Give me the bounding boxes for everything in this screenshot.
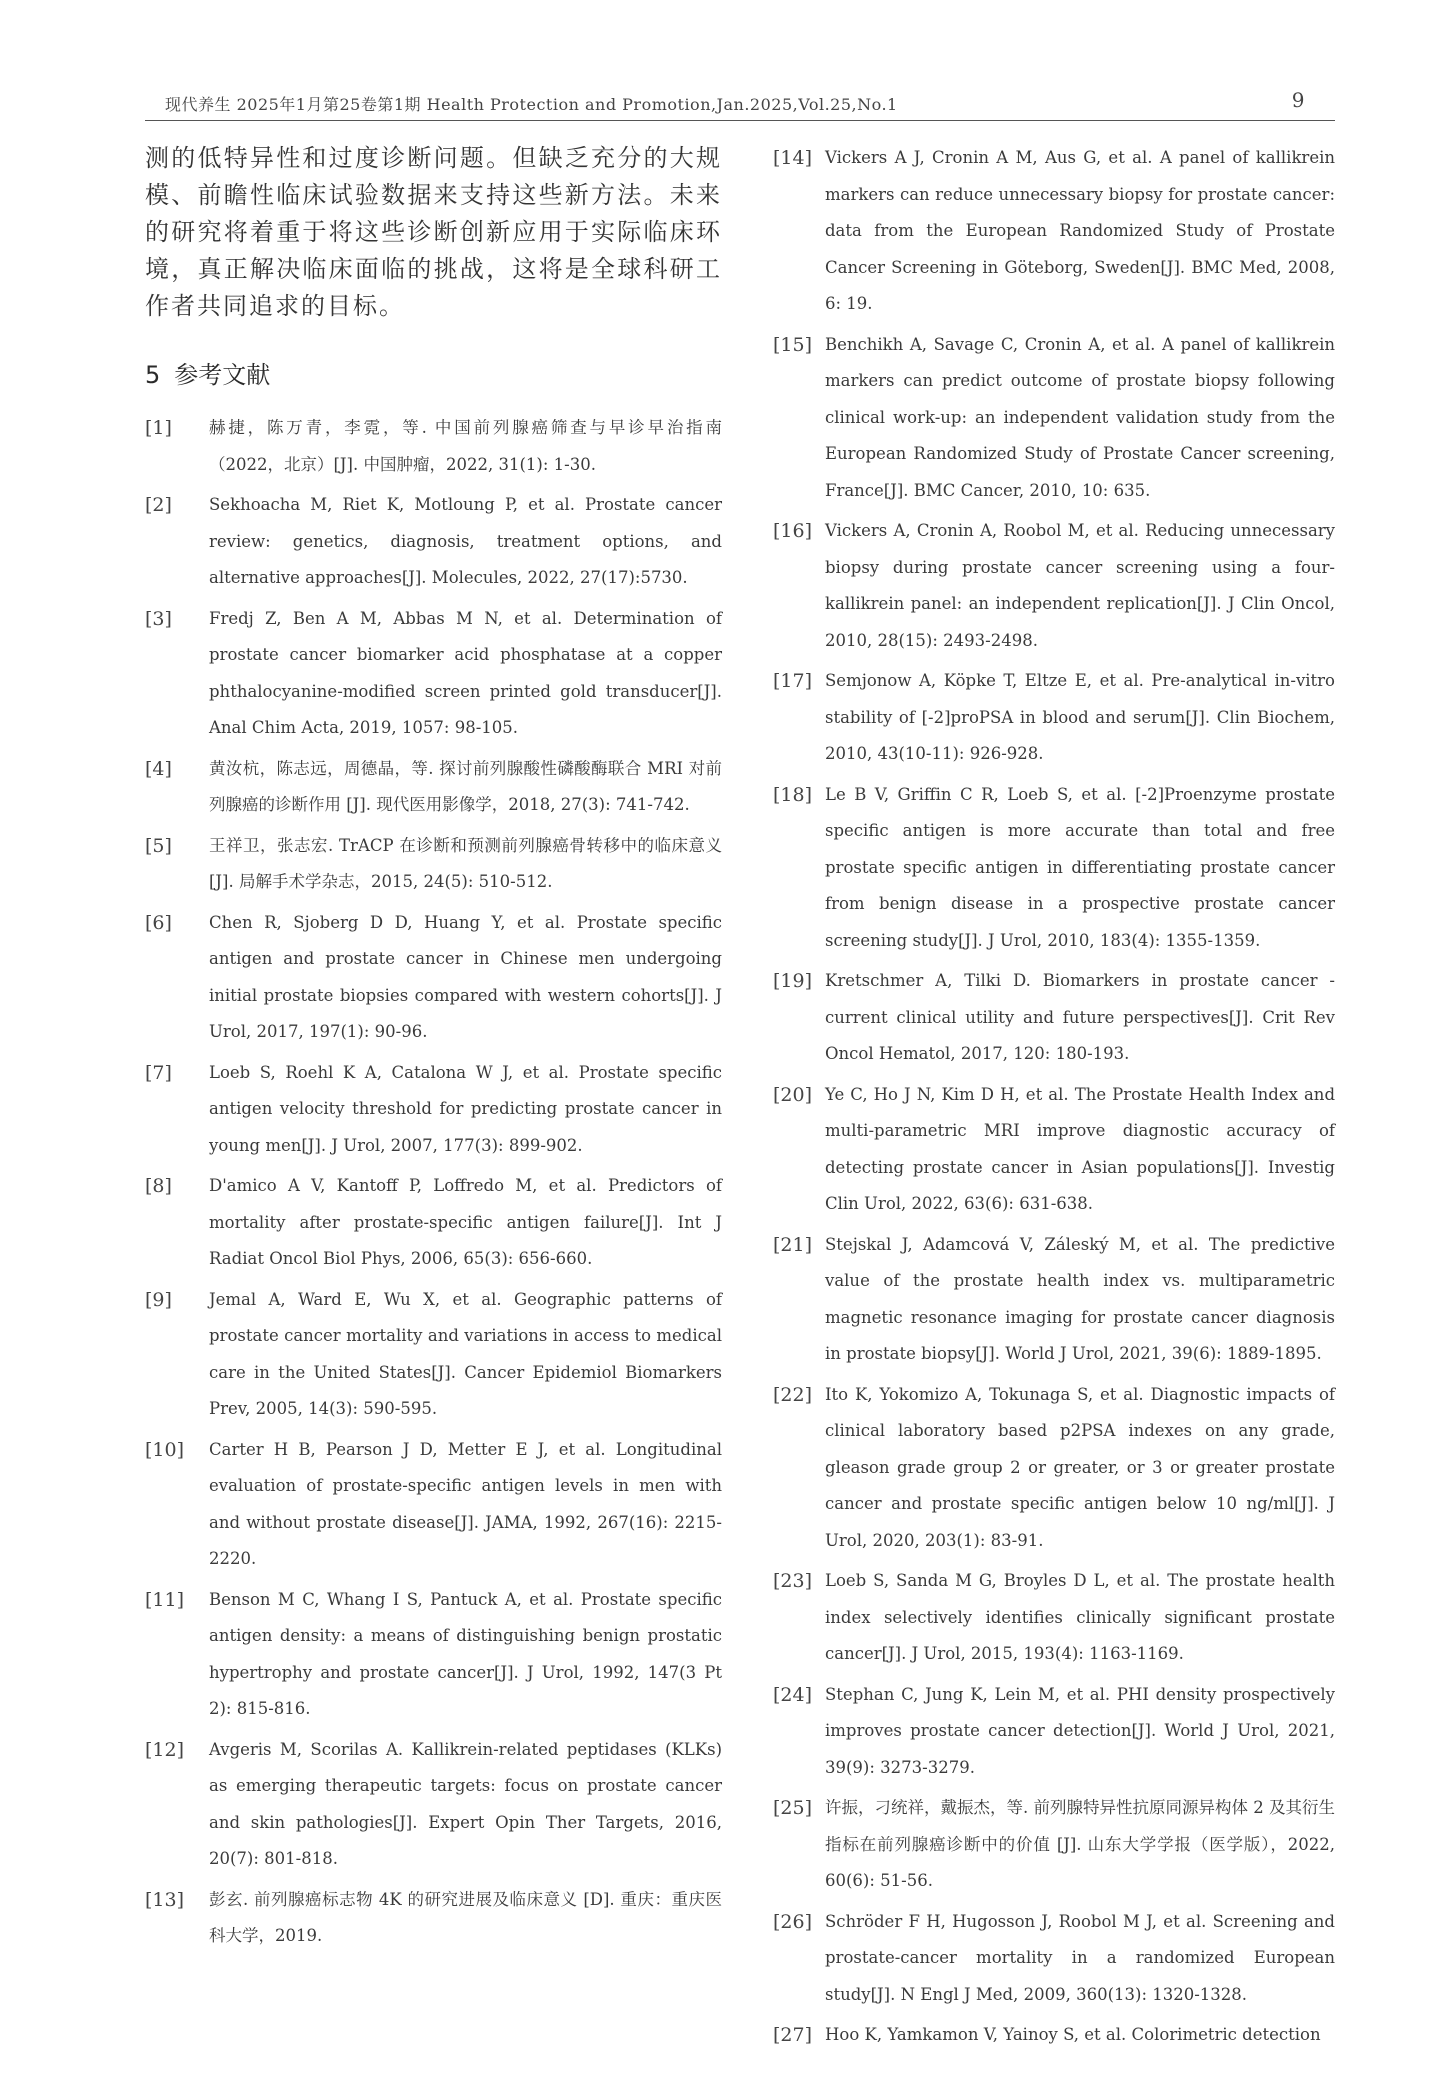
left-column [145, 140, 722, 1959]
reference-item [773, 1677, 1335, 1787]
reference-text: 许振，刁统祥，戴振杰，等. 前列腺特异性抗原同源异构体 2 及其衍生指标在前列腺癌诊断中的价值 [J]. 山东大学学报（医学版），2022, 60(6): 51-56. [825, 1798, 1335, 1890]
reference-item [145, 751, 722, 824]
reference-text: Avgeris M, Scorilas A. Kallikrein-related peptidases (KLKs) as emerging therapeutic targets: focus on prostate cancer and skin pathologies[J]. Expert Opin Ther Targets, 2016, 20(7): 801-818. [209, 1739, 722, 1868]
reference-number: [19] [773, 970, 813, 992]
intro-section [145, 140, 722, 325]
right-column [773, 140, 1335, 2058]
reference-item [773, 1227, 1335, 1373]
reference-item [773, 327, 1335, 510]
reference-item [773, 1904, 1335, 2014]
reference-item [773, 1563, 1335, 1673]
reference-item [773, 777, 1335, 960]
reference-number: [5] [145, 834, 172, 857]
journal-info: 现代养生 2025年1月第25卷第1期 Health Protection and Promotion,Jan.2025,Vol.25,No.1 [165, 95, 898, 114]
reference-text: Schröder F H, Hugosson J, Roobol M J, et al. Screening and prostate-cancer mortality in a randomized European study[J]. N Engl J Med, 2009, 360(13): 1320-1328. [825, 1911, 1335, 2004]
reference-number: [13] [145, 1888, 185, 1911]
running-header [145, 86, 1335, 121]
reference-number: [24] [773, 1683, 813, 1706]
reference-text: Fredj Z, Ben A M, Abbas M N, et al. Determination of prostate cancer biomarker acid phosphatase at a copper phthalocyanine-modified screen printed gold transducer[J]. Anal Chim Acta, 2019, 1057: 98-105. [209, 608, 722, 737]
reference-text: Jemal A, Ward E, Wu X, et al. Geographic patterns of prostate cancer mortality and variations in access to medical care in the United States[J]. Cancer Epidemiol Biomarkers Prev, 2005, 14(3): 590-595. [209, 1289, 722, 1418]
reference-item [773, 1790, 1335, 1900]
reference-number: [8] [145, 1175, 172, 1197]
reference-item [773, 663, 1335, 773]
reference-number: [3] [145, 607, 172, 630]
section-number: 5 [145, 361, 161, 389]
reference-item [145, 828, 722, 901]
reference-text: D'amico A V, Kantoff P, Loffredo M, et al. Predictors of mortality after prostate-specific antigen failure[J]. Int J Radiat Oncol Biol Phys, 2006, 65(3): 656-660. [209, 1176, 722, 1268]
reference-text: Stejskal J, Adamcová V, Záleský M, et al. The predictive value of the prostate health index vs. multiparametric magnetic resonance imaging for prostate cancer diagnosis in prostate biopsy[J]. World J Urol, 2021, 39(6): 1889-1895. [825, 1234, 1335, 1363]
reference-number: [6] [145, 911, 172, 934]
reference-text: 彭玄. 前列腺癌标志物 4K 的研究进展及临床意义 [D]. 重庆：重庆医科大学，2019. [209, 1889, 722, 1945]
reference-list-right [773, 140, 1335, 2054]
reference-number: [15] [773, 333, 813, 356]
reference-list-left [145, 410, 722, 1955]
reference-number: [9] [145, 1288, 172, 1311]
reference-text: Vickers A J, Cronin A M, Aus G, et al. A panel of kallikrein markers can reduce unnecessary biopsy for prostate cancer: data from the European Randomized Study of Prostate Cancer Screening in Göteborg, Sweden[J]. BMC Med, 2008, 6: 19. [825, 148, 1335, 313]
reference-item [145, 1882, 722, 1955]
reference-text: Hoo K, Yamkamon V, Yainoy S, et al. Colorimetric detection [825, 2025, 1321, 2044]
reference-text: Semjonow A, Köpke T, Eltze E, et al. Pre-analytical in-vitro stability of [-2]proPSA in blood and serum[J]. Clin Biochem, 2010, 43(10-11): 926-928. [825, 671, 1335, 763]
reference-text: Vickers A, Cronin A, Roobol M, et al. Reducing unnecessary biopsy during prostate cancer screening using a four-kallikrein panel: an independent replication[J]. J Clin Oncol, 2010, 28(15): 2493-2498. [825, 521, 1335, 650]
reference-text: Carter H B, Pearson J D, Metter E J, et al. Longitudinal evaluation of prostate-specific antigen levels in men with and without prostate disease[J]. JAMA, 1992, 267(16): 2215-2220. [209, 1439, 722, 1568]
reference-number: [25] [773, 1797, 813, 1819]
intro-paragraph: 测的低特异性和过度诊断问题。但缺乏充分的大规模、前瞻性临床试验数据来支持这些新方法。未来的研究将着重于将这些诊断创新应用于实际临床环境，真正解决临床面临的挑战，这将是全球科研工作者共同追求的目标。 [145, 144, 722, 320]
reference-text: Loeb S, Sanda M G, Broyles D L, et al. The prostate health index selectively identifies clinically significant prostate cancer[J]. J Urol, 2015, 193(4): 1163-1169. [825, 1571, 1335, 1663]
reference-item [145, 1582, 722, 1728]
reference-text: Ye C, Ho J N, Kim D H, et al. The Prostate Health Index and multi-parametric MRI improve diagnostic accuracy of detecting prostate cancer in Asian populations[J]. Investig Clin Urol, 2022, 63(6): 631-638. [825, 1084, 1335, 1213]
reference-item [145, 1168, 722, 1278]
reference-number: [4] [145, 757, 172, 780]
reference-text: 赫捷，陈万青，李霓，等. 中国前列腺癌筛查与早诊早治指南（2022，北京）[J]. 中国肿瘤，2022, 31(1): 1-30. [209, 418, 722, 474]
reference-item [773, 1377, 1335, 1560]
reference-text: Sekhoacha M, Riet K, Motloung P, et al. Prostate cancer review: genetics, diagnosis, treatment options, and alternative approaches[J]. Molecules, 2022, 27(17):5730. [209, 495, 722, 587]
reference-number: [18] [773, 783, 813, 806]
reference-item [773, 513, 1335, 659]
reference-number: [23] [773, 1570, 813, 1592]
reference-text: Benchikh A, Savage C, Cronin A, et al. A panel of kallikrein markers can predict outcome of prostate biopsy following clinical work-up: an independent validation study from the European Randomized Study of Prostate Cancer screening, France[J]. BMC Cancer, 2010, 10: 635. [825, 334, 1335, 500]
reference-number: [7] [145, 1061, 172, 1084]
reference-number: [16] [773, 520, 813, 542]
section-heading [145, 355, 722, 390]
reference-text: Stephan C, Jung K, Lein M, et al. PHI density prospectively improves prostate cancer detection[J]. World J Urol, 2021, 39(9): 3273-3279. [825, 1684, 1335, 1777]
reference-item [145, 905, 722, 1051]
reference-number: [26] [773, 1910, 813, 1933]
reference-item [145, 1432, 722, 1578]
reference-item [145, 487, 722, 597]
reference-text: 黄汝杭，陈志远，周德晶，等. 探讨前列腺酸性磷酸酶联合 MRI 对前列腺癌的诊断作用 [J]. 现代医用影像学，2018, 27(3): 741-742. [209, 758, 722, 814]
reference-text: Kretschmer A, Tilki D. Biomarkers in prostate cancer - current clinical utility and future perspectives[J]. Crit Rev Oncol Hematol, 2017, 120: 180-193. [825, 971, 1335, 1063]
reference-item [145, 1282, 722, 1428]
reference-item [145, 410, 722, 483]
reference-text: Loeb S, Roehl K A, Catalona W J, et al. Prostate specific antigen velocity threshold for predicting prostate cancer in young men[J]. J Urol, 2007, 177(3): 899-902. [209, 1062, 722, 1155]
reference-text: 王祥卫，张志宏. TrACP 在诊断和预测前列腺癌骨转移中的临床意义 [J]. 局解手术学杂志，2015, 24(5): 510-512. [209, 835, 722, 891]
reference-number: [14] [773, 147, 813, 169]
reference-number: [11] [145, 1588, 185, 1611]
reference-text: Ito K, Yokomizo A, Tokunaga S, et al. Diagnostic impacts of clinical laboratory based p2PSA indexes on any grade, gleason grade group 2 or greater, or 3 or greater prostate cancer and prostate specific antigen below 10 ng/ml[J]. J Urol, 2020, 203(1): 83-91. [825, 1384, 1335, 1550]
reference-number: [2] [145, 494, 172, 516]
reference-item [145, 1055, 722, 1165]
section-title: 参考文献 [174, 361, 271, 389]
reference-text: Benson M C, Whang I S, Pantuck A, et al. Prostate specific antigen density: a means of distinguishing benign prostatic hypertrophy and prostate cancer[J]. J Urol, 1992, 147(3 Pt 2): 815-816. [209, 1589, 722, 1718]
reference-text: Le B V, Griffin C R, Loeb S, et al. [-2]Proenzyme prostate specific antigen is more accurate than total and free prostate specific antigen in differentiating prostate cancer from benign disease in a prospective prostate cancer screening study[J]. J Urol, 2010, 183(4): 1355-1359. [825, 784, 1335, 950]
reference-item [145, 1732, 722, 1878]
reference-item [145, 601, 722, 747]
reference-number: [20] [773, 1083, 813, 1106]
reference-number: [27] [773, 2024, 813, 2046]
reference-number: [12] [145, 1738, 185, 1761]
reference-item [773, 963, 1335, 1073]
reference-number: [1] [145, 417, 172, 439]
reference-number: [22] [773, 1383, 813, 1406]
reference-item [773, 1077, 1335, 1223]
reference-item [773, 140, 1335, 323]
reference-text: Chen R, Sjoberg D D, Huang Y, et al. Prostate specific antigen and prostate cancer in Chinese men undergoing initial prostate biopsies compared with western cohorts[J]. J Urol, 2017, 197(1): 90-96. [209, 912, 722, 1041]
reference-item [773, 2017, 1335, 2054]
page-number: 9 [1291, 88, 1305, 112]
reference-number: [21] [773, 1233, 813, 1256]
reference-number: [17] [773, 670, 813, 692]
reference-number: [10] [145, 1438, 185, 1461]
